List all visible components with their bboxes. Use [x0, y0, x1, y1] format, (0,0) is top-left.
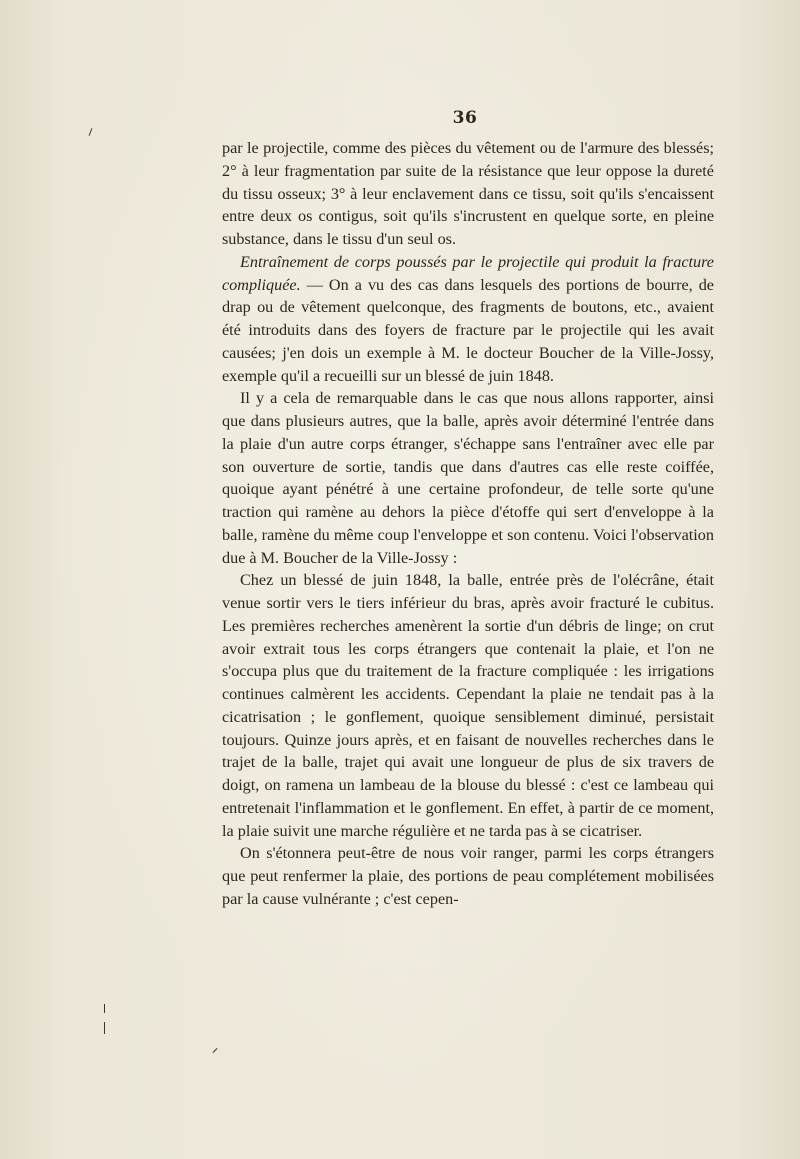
margin-mark-top	[89, 128, 93, 136]
paragraph-5-text: On s'étonnera peut-être de nous voir ranger, parmi les corps étrangers que peut renfermer la plaie, des portions de peau complétement mobilisées par la cause vulnérante ; c'est cepen-	[222, 844, 714, 908]
paragraph-4	[222, 569, 714, 842]
margin-mark-lower	[104, 1022, 105, 1034]
paragraph-1-text: par le projectile, comme des pièces du vêtement ou de l'armure des blessés; 2° à leur fragmentation par suite de la résistance que leur oppose la dureté du tissu osseux; 3° à leur enclavement dans ce tissu, soit qu'ils s'encaissent entre deux os contigus, soit qu'ils s'incrustent en quelque sorte, en pleine substance, dans le tissu d'un seul os.	[222, 139, 714, 248]
paragraph-4-text: Chez un blessé de juin 1848, la balle, entrée près de l'olécrâne, était venue sortir vers le tiers inférieur du bras, après avoir fracturé le cubitus. Les premières recherches amenèrent la sortie d'un débris de linge; on crut avoir extrait tous les corps étrangers que contenait la plaie, et l'on ne s'occupa plus que du traitement de la fracture compliquée : les irrigations continues calmèrent les accidents. Cependant la plaie ne tendait pas à la cicatrisation ; le gonflement, quoique sensiblement diminué, persistait toujours. Quinze jours après, et en faisant de nouvelles recherches dans le trajet de la balle, trajet qui avait une longueur de plus de six travers de doigt, on ramena un lambeau de la blouse du blessé : c'est ce lambeau qui entretenait l'inflammation et le gonflement. En effet, à partir de ce moment, la plaie suivit une marche régulière et ne tarda pas à se cicatriser.	[222, 571, 714, 840]
paragraph-2	[222, 251, 714, 388]
paragraph-3	[222, 387, 714, 569]
paragraph-5	[222, 842, 714, 910]
section-heading: Entraînement de corps poussés par le projectile qui produit la fracture compliquée.	[222, 252, 714, 294]
body-text	[222, 137, 714, 911]
paragraph-3-text: Il y a cela de remarquable dans le cas que nous allons rapporter, ainsi que dans plusieurs autres, que la balle, après avoir déterminé l'entrée dans la plaie d'un autre corps étranger, s'échappe sans l'entraîner avec elle par son ouverture de sortie, tandis que dans d'autres cas elle reste coiffée, quoique ayant pénétré à une certaine profondeur, de telle sorte qu'une traction qui ramène au dehors la pièce d'étoffe qui sert d'enveloppe à la balle, ramène du même coup l'enveloppe et son contenu. Voici l'observation due à M. Boucher de la Ville-Jossy :	[222, 389, 714, 567]
margin-mark-upper	[104, 1004, 105, 1013]
paragraph-1	[222, 137, 714, 251]
paragraph-2-text: — On a vu des cas dans lesquels des portions de bourre, de drap ou de vêtement quelconque, des fragments de boutons, etc., avaient été introduits dans des foyers de fracture par le projectile qui les avait causées; j'en dois un exemple à M. le docteur Boucher de la Ville-Jossy, exemple qu'il a recueilli sur un blessé de juin 1848.	[222, 275, 714, 385]
margin-tick	[213, 1048, 218, 1053]
page-number: 36	[452, 108, 478, 128]
